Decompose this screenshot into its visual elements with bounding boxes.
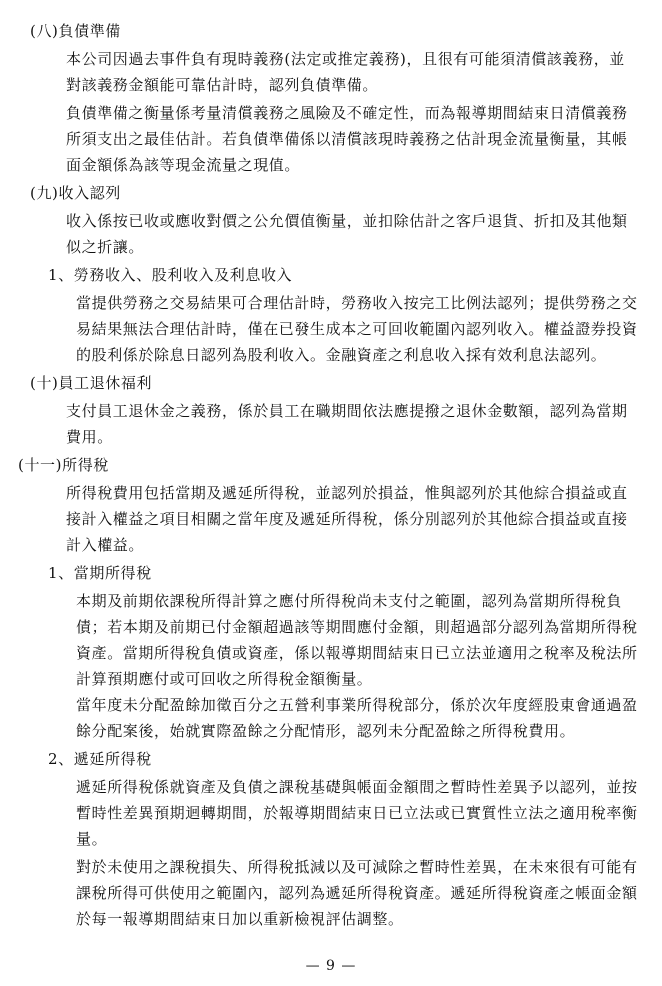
page-number: — 9 — — [305, 958, 357, 974]
text-line: 似之折讓。 — [66, 238, 145, 256]
subsection-11-1-heading: 1、當期所得稅 — [48, 564, 152, 582]
text-line: 餘分配案後，始就實際盈餘之分配情形，認列未分配盈餘之所得稅費用。 — [76, 722, 576, 740]
text-line: 收入係按已收或應收對價之公允價值衡量，並扣除估計之客戶退貨、折扣及其他類 — [66, 212, 628, 230]
section-9-heading: (九)收入認列 — [30, 184, 121, 202]
text-line: 課稅所得可供使用之範圍內，認列為遞延所得稅資產。遞延所得稅資產之帳面金額 — [76, 884, 638, 902]
text-line: 於每一報導期間結束日加以重新檢視評估調整。 — [76, 910, 404, 928]
text-line: 費用。 — [66, 428, 113, 446]
subsection-9-1-heading: 1、勞務收入、股利收入及利息收入 — [48, 266, 293, 284]
section-10-heading: (十)員工退休福利 — [30, 374, 153, 392]
text-line: 負債準備之衡量係考量清償義務之風險及不確定性，而為報導期間結束日清償義務 — [66, 104, 628, 122]
text-line: 計算預期應付或可回收之所得稅金額衡量。 — [76, 670, 373, 688]
text-line: 量。 — [76, 830, 108, 848]
text-line: 本期及前期依課稅所得計算之應付所得稅尚未支付之範圍，認列為當期所得稅負 — [76, 592, 623, 610]
text-line: 接計入權益之項目相關之當年度及遞延所得稅，係分別認列於其他綜合損益或直接 — [66, 510, 628, 528]
text-line: 對該義務金額能可靠估計時，認列負債準備。 — [66, 76, 379, 94]
subsection-11-2-heading: 2、遞延所得稅 — [48, 750, 152, 768]
text-line: 支付員工退休金之義務，係於員工在職期間依法應提撥之退休金數額，認列為當期 — [66, 402, 628, 420]
text-line: 資產。當期所得稅負債或資產，係以報導期間結束日已立法並適用之稅率及稅法所 — [76, 644, 638, 662]
text-line: 暫時性差異預期迴轉期間，於報導期間結束日已立法或已實質性立法之適用稅率衡 — [76, 804, 638, 822]
text-line: 當提供勞務之交易結果可合理估計時，勞務收入按完工比例法認列；提供勞務之交 — [76, 294, 638, 312]
text-line: 易結果無法合理估計時，僅在已發生成本之可回收範圍內認列收入。權益證券投資 — [76, 320, 638, 338]
text-line: 債；若本期及前期已付金額超過該等期間應付金額，則超過部分認列為當期所得稅 — [76, 618, 638, 636]
text-line: 當年度未分配盈餘加徵百分之五營利事業所得稅部分，係於次年度經股東會通過盈 — [76, 696, 638, 714]
text-line: 本公司因過去事件負有現時義務(法定或推定義務)，且很有可能須清償該義務，並 — [66, 50, 625, 68]
text-line: 計入權益。 — [66, 536, 145, 554]
text-line: 的股利係於除息日認列為股利收入。金融資產之利息收入採有效利息法認列。 — [76, 346, 607, 364]
text-line: 對於未使用之課稅損失、所得稅抵減以及可減除之暫時性差異，在未來很有可能有 — [76, 858, 638, 876]
section-11-heading: (十一)所得稅 — [18, 456, 109, 474]
text-line: 面金額係為該等現金流量之現值。 — [66, 156, 301, 174]
text-line: 所得稅費用包括當期及遞延所得稅，並認列於損益，惟與認列於其他綜合損益或直 — [66, 484, 628, 502]
text-line: 所須支出之最佳估計。若負債準備係以清償該現時義務之估計現金流量衡量，其帳 — [66, 130, 628, 148]
section-8-heading: (八)負債準備 — [30, 22, 121, 40]
text-line: 遞延所得稅係就資產及負債之課稅基礎與帳面金額間之暫時性差異予以認列，並按 — [76, 778, 638, 796]
